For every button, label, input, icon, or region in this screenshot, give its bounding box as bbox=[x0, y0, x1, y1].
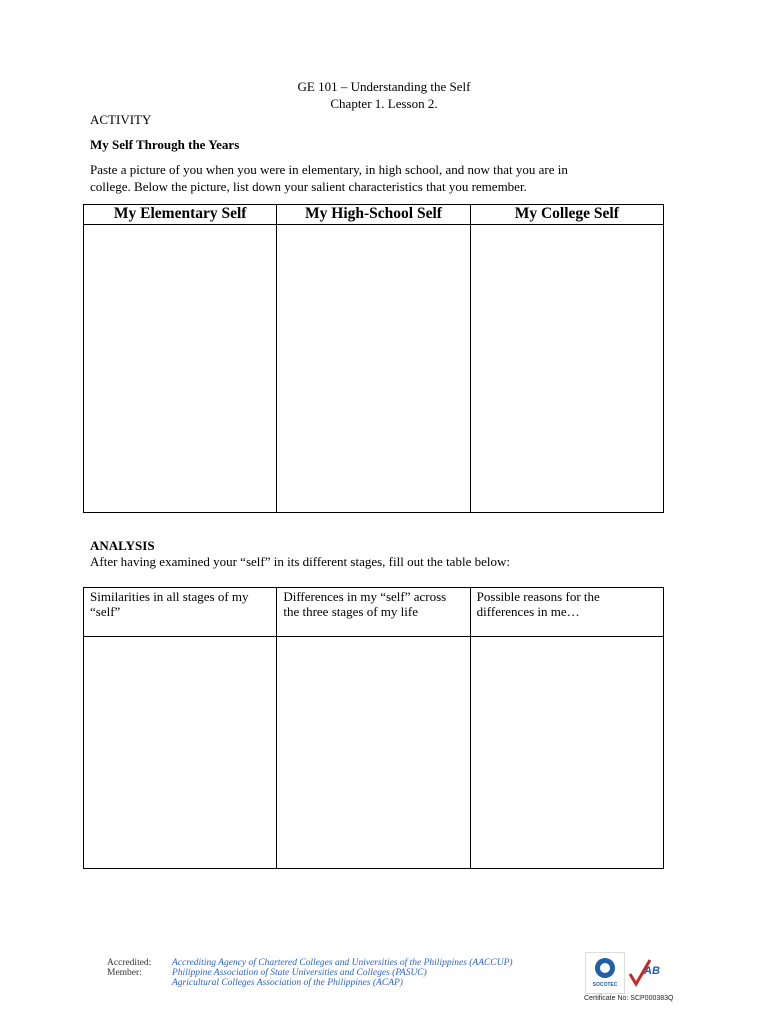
socotec-logo bbox=[585, 952, 625, 994]
cell-college-self[interactable] bbox=[470, 225, 663, 513]
header-possible-reasons: Possible reasons for the differences in me… bbox=[470, 588, 663, 637]
activity-instructions-line1: Paste a picture of you when you were in elementary, in high school, and now that you are in bbox=[90, 162, 568, 177]
org-acap: Agricultural Colleges Association of the Philippines (ACAP) bbox=[172, 978, 403, 988]
accredited-label: Accredited: bbox=[107, 958, 152, 968]
org-aaccup: Accrediting Agency of Chartered Colleges and Universities of the Philippines (AACCUP) bbox=[172, 958, 513, 968]
chapter-lesson: Chapter 1. Lesson 2. bbox=[330, 96, 438, 111]
activity-instructions-line2: college. Below the picture, list down your salient characteristics that you remember. bbox=[90, 179, 527, 194]
iab-logo-text: AB bbox=[644, 965, 660, 977]
self-through-years-table bbox=[83, 204, 664, 513]
header-college-self: My College Self bbox=[470, 205, 663, 225]
socotec-logo-text: SOCOTEC bbox=[592, 982, 618, 988]
cell-similarities[interactable] bbox=[84, 637, 277, 869]
cell-highschool-self[interactable] bbox=[277, 225, 470, 513]
course-title: GE 101 – Understanding the Self bbox=[297, 79, 471, 94]
footer-labels bbox=[107, 958, 151, 978]
analysis-table bbox=[83, 587, 664, 869]
activity-label: ACTIVITY bbox=[90, 112, 152, 127]
header-highschool-self: My High-School Self bbox=[277, 205, 470, 225]
iab-logo-icon bbox=[626, 954, 664, 992]
cell-possible-reasons[interactable] bbox=[470, 637, 663, 869]
activity-title: My Self Through the Years bbox=[90, 137, 240, 152]
analysis-instructions: After having examined your “self” in its different stages, fill out the table below: bbox=[90, 554, 510, 569]
socotec-logo-icon bbox=[586, 953, 624, 993]
member-label: Member: bbox=[107, 968, 142, 978]
certificate-number: Certificate No: SCP000383Q bbox=[584, 995, 674, 1002]
cell-differences[interactable] bbox=[277, 637, 470, 869]
header-similarities: Similarities in all stages of my “self” bbox=[84, 588, 277, 637]
cell-elementary-self[interactable] bbox=[84, 225, 277, 513]
iab-logo bbox=[626, 954, 664, 992]
org-pasuc: Philippine Association of State Universities and Colleges (PASUC) bbox=[172, 968, 427, 978]
header-elementary-self: My Elementary Self bbox=[84, 205, 277, 225]
analysis-label: ANALYSIS bbox=[90, 538, 155, 553]
footer-orgs bbox=[172, 958, 513, 988]
header-differences: Differences in my “self” across the three stages of my life bbox=[277, 588, 470, 637]
